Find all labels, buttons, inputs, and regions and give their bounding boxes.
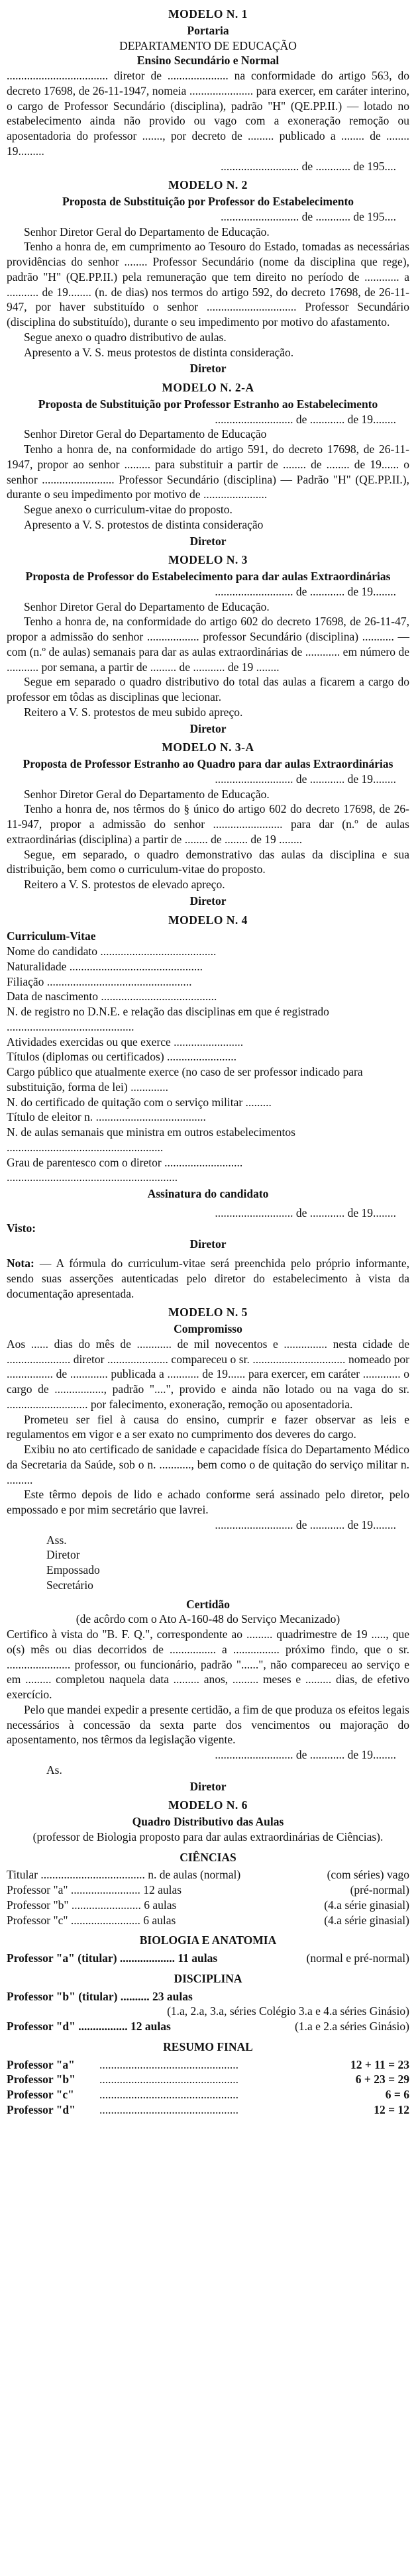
- field-line: ...........................................................: [7, 1170, 178, 1184]
- modelo-5-heading: MODELO N. 5: [168, 1306, 248, 1319]
- biologia-heading: BIOLOGIA E ANATOMIA: [139, 1933, 277, 1947]
- modelo-2-heading: MODELO N. 2: [168, 178, 248, 192]
- resumo-heading: RESUMO FINAL: [163, 2039, 253, 2053]
- field-line: Data de nascimento ........................................: [7, 990, 217, 1004]
- modelo-3a-signature: Diretor: [189, 894, 227, 907]
- signature-line: Secretário: [46, 1578, 93, 1592]
- summary-row: [7, 2102, 409, 2118]
- quadro-title: Quadro Distributivo das Aulas: [132, 1815, 284, 1828]
- row-note: (com séries) vago: [327, 1868, 409, 1882]
- modelo-3-signature: Diretor: [189, 721, 227, 735]
- modelo-1-body: ................................... diretor de ..................... na conformidade do artigo 563, do decreto 17698, de 26-11-1947, nomeia ...................... para exercer, em caráter interino, o cargo de Professor Secundário (disciplina), padrão "H" (QE.PP.II.) — lotado no estabelecimento ainda não provido ou vago com a exoneração remoção ou aposentadoria do professor ......., por decreto de ......... publicado a ........ de ........ 19.........: [7, 69, 409, 158]
- leader-dots: ................................................: [99, 2102, 238, 2116]
- leader-dots: ................................................: [99, 2088, 238, 2101]
- table-row: [7, 1867, 409, 1882]
- leader-dots: ................................................: [99, 2057, 238, 2071]
- compromisso-promise: Prometeu ser fiel à causa do ensino, cumprir e fazer observar as leis e regulamentos em vigor e a ser exato no cumprimento dos deveres do cargo.: [7, 1412, 409, 1441]
- summary-total: 12 = 12: [374, 2102, 409, 2116]
- modelo-2a-salutation: Senhor Diretor Geral do Departamento de Educação: [24, 427, 267, 441]
- candidate-signature: Assinatura do candidato: [147, 1187, 269, 1200]
- row-note: (4.a série ginasial): [324, 1898, 409, 1912]
- modelo-4-heading: MODELO N. 4: [168, 913, 248, 927]
- row-label: Professor "a" (titular) ................... 11 aulas: [7, 1951, 218, 1965]
- field-line: Naturalidade ..............................................: [7, 959, 203, 973]
- field-line: Título de eleitor n. ......................................: [7, 1110, 206, 1124]
- modelo-1-date: ........................... de ............ de 195....: [221, 159, 396, 173]
- modelo-2-title: Proposta de Substituição por Professor do Estabelecimento: [62, 195, 354, 208]
- field-line: N. de registro no D.N.E. e relação das disciplinas em que é registrado ............................................: [7, 1005, 329, 1033]
- summary-total: 12 + 11 = 23: [350, 2057, 409, 2071]
- table-row: [7, 2004, 409, 2019]
- modelo-3a-heading: MODELO N. 3-A: [162, 741, 254, 754]
- table-row: [7, 2019, 409, 2034]
- modelo-2-signature: Diretor: [189, 362, 227, 376]
- modelo-2a-date: ........................... de ............ de 19........: [215, 412, 396, 426]
- row-note: (1.a, 2.a, 3.a, séries Colégio 3.a e 4.a séries Ginásio): [167, 2004, 409, 2018]
- modelo-2-closing: Apresento a V. S. meus protestos de distinta consideração.: [24, 345, 294, 359]
- modelo-4-signature: Diretor: [189, 1237, 227, 1251]
- signature-line: Empossado: [46, 1563, 100, 1576]
- certidao-ass: As.: [46, 1763, 62, 1777]
- certidao-signature: Diretor: [189, 1779, 227, 1793]
- modelo-6-heading: MODELO N. 6: [168, 1798, 248, 1812]
- modelo-3-date: ........................... de ............ de 19........: [215, 584, 396, 598]
- summary-name: Professor "b": [7, 2073, 76, 2087]
- modelo-3a-body: Tenho a honra de, nos têrmos do § único do artigo 602 do decreto 17698, de 26-11-947, propor a admissão do senhor ........................ para dar (n.º de aulas extraordinárias (disciplina) a partir de ........ de ........ de 19 ........: [7, 802, 409, 846]
- summary-row: [7, 2072, 409, 2087]
- field-line: Atividades exercidas ou que exerce ........................: [7, 1035, 244, 1049]
- table-row: [7, 1898, 409, 1913]
- modelo-6: [7, 1798, 409, 2117]
- modelo-3-annex: Segue em separado o quadro distributivo do total das aulas a ficarem a cargo do professor em tôdas as disciplinas que lecionar.: [7, 675, 409, 703]
- modelo-3-heading: MODELO N. 3: [168, 553, 248, 567]
- row-label: Professor "b" ........................ 6 aulas: [7, 1898, 177, 1912]
- compromisso-certificate: Exibiu no ato certificado de sanidade e capacidade física do Departamento Médico da Secretaria da Saúde, sob o n. ..........., bem como o de quitação do serviço militar n. .........: [7, 1443, 409, 1486]
- modelo-5: [7, 1305, 409, 1592]
- table-row: [7, 1913, 409, 1928]
- modelo-2-date: ........................... de ............ de 195....: [221, 209, 396, 223]
- field-line: Grau de parentesco com o diretor ...........................: [7, 1155, 243, 1169]
- ensino-subtitle: Ensino Secundário e Normal: [136, 54, 280, 68]
- modelo-3a-annex: Segue, em separado, o quadro demonstrativo das aulas da disciplina e sua distribuição, bem como o curriculum-vitae do proposto.: [7, 847, 409, 876]
- compromisso-signatures: [7, 1533, 409, 1593]
- row-label: Titular .................................... n. de aulas (normal): [7, 1868, 241, 1882]
- field-line: Cargo público que atualmente exerce (no caso de ser professor indicado para substituição, forma de lei) .............: [7, 1065, 363, 1094]
- field-line: Títulos (diplomas ou certificados) ........................: [7, 1050, 237, 1064]
- field-line: Nome do candidato ........................................: [7, 945, 217, 958]
- modelo-4-date: ........................... de ............ de 19........: [215, 1206, 396, 1219]
- modelo-2a-body: Tenho a honra de, na conformidade do artigo 591, do decreto 17698, de 26-11-1947, propor ao senhor ......... para substituir a partir de ........ de ........ de 19...... o senhor ......................... Professor Secundário (disciplina) — Padrão "H" (QE.PP.II.), durante o seu impedimento por motivo de ......................: [7, 442, 409, 501]
- modelo-3-salutation: Senhor Diretor Geral do Departamento de Educação.: [24, 599, 270, 613]
- certidao-purpose: Pelo que mandei expedir a presente certidão, a fim de que produza os efeitos legais necessários à concessão da sexta parte dos vencimentos ou majoração do aposentamento, nos têrmos da legislação vigente.: [7, 1702, 409, 1747]
- modelo-2a-annex: Segue anexo o curriculum-vitae do proposto.: [24, 503, 233, 516]
- portaria-title: Portaria: [187, 23, 229, 37]
- modelo-2-body: Tenho a honra de, em cumprimento ao Tesouro do Estado, tomadas as necessárias providências do senhor ........ Professor Secundário (nome da disciplina que rege), padrão "H" (QE.PP.II.) pela remuneração que tem direito no período de ............ a ........... de 19........ (n. de dias) nos termos do artigo 592, do decreto 17698, de 26-11-947, por haver substituído o senhor ............................... Professor Secundário (disciplina do substituído), durante o seu impedimento por motivo do afastamento.: [7, 240, 409, 329]
- modelo-2-salutation: Senhor Diretor Geral do Departamento de Educação.: [24, 225, 270, 238]
- field-line: Filiação ..................................................: [7, 974, 192, 988]
- summary-row: [7, 2087, 409, 2102]
- summary-total: 6 + 23 = 29: [355, 2073, 409, 2087]
- certidao-title: Certidão: [185, 1597, 231, 1611]
- row-label: Professor "a" ........................ 12 aulas: [7, 1883, 182, 1896]
- visto-label: Visto:: [7, 1221, 36, 1235]
- certidao-subtitle: (de acôrdo com o Ato A-160-48 do Serviço Mecanizado): [76, 1612, 340, 1626]
- note-text: — A fórmula do curriculum-vitae será preenchida pelo próprio informante, sendo suas asserções autenticadas pelo diretor do estabelecimento à vista da documentação apresentada.: [7, 1257, 409, 1300]
- modelo-3a: [7, 740, 409, 908]
- compromisso-closing: Este têrmo depois de lido e achado conforme será assinado pelo diretor, pelo empossado e por mim secretário que lavrei.: [7, 1488, 409, 1516]
- table-row: [7, 1882, 409, 1898]
- row-label: Professor "d" ................. 12 aulas: [7, 2020, 171, 2033]
- modelo-2a-heading: MODELO N. 2-A: [162, 381, 254, 394]
- modelo-1: [7, 7, 409, 174]
- summary-total: 6 = 6: [385, 2088, 409, 2101]
- modelo-3a-salutation: Senhor Diretor Geral do Departamento de Educação.: [24, 787, 270, 801]
- field-line: N. do certificado de quitação com o serviço militar .........: [7, 1095, 272, 1109]
- certidao-body: Certifico à vista do "B. F. Q.", correspondente ao ......... quadrimestre de 19 ....., que o(s) mês ou dias decorridos de ................ a ................ próximo findo, que o sr. ...................... professor, ou funcionário, padrão "......", não compareceu ao serviço e em ......... completou naquela data ......... anos, ......... meses e ......... dias, de efetivo exercício.: [7, 1627, 409, 1701]
- department-name: DEPARTAMENTO DE EDUCAÇÃO: [119, 38, 297, 52]
- field-line: N. de aulas semanais que ministra em outros estabelecimentos ......................................................: [7, 1125, 295, 1154]
- compromisso-title: Compromisso: [174, 1322, 242, 1335]
- modelo-3a-closing: Reitero a V. S. protestos de elevado apreço.: [24, 878, 225, 891]
- modelo-2a-closing: Apresento a V. S. protestos de distinta consideração: [24, 517, 264, 531]
- note-label: Nota:: [7, 1257, 34, 1270]
- signature-line: Diretor: [46, 1548, 80, 1562]
- leader-dots: ................................................: [99, 2073, 238, 2087]
- table-row: [7, 1951, 409, 1966]
- modelo-3: [7, 552, 409, 736]
- disciplina-heading: DISCIPLINA: [174, 1971, 242, 1985]
- modelo-4-note: [7, 1256, 409, 1301]
- modelo-3-body: Tenho a honra de, na conformidade do artigo 602 do decreto 17698, de 26-11-47, propor a admissão do senhor .................. professor Secundário (disciplina) ........... — com (n.º de aulas) semanais para dar as aulas extraordinárias de ............ em número de ........... por semana, a partir de ......... de ........... de 19 ........: [7, 615, 409, 674]
- modelo-3a-title: Proposta de Professor Estranho ao Quadro para dar aulas Extraordinárias: [23, 757, 393, 770]
- compromisso-body: Aos ...... dias do mês de ............ de mil novecentos e ............... nesta cidade de ...................... diretor ..................... compareceu o sr. ................................ nomeado por ................ de ............. publicada a ........... de 19...... para exercer, em caráter ............. o cargo de ................., padrão "....", provido e ainda não lotado ou na vaga do sr. ............................ por falecimento, exoneração, remoção ou aposentadoria.: [7, 1337, 409, 1411]
- signature-line: Ass.: [46, 1533, 67, 1547]
- curriculum-title: Curriculum-Vitae: [7, 929, 96, 943]
- modelo-2a-title: Proposta de Substituição por Professor Estranho ao Estabelecimento: [38, 397, 378, 411]
- row-note: (4.a série ginasial): [324, 1913, 409, 1927]
- row-note: (pré-normal): [350, 1883, 409, 1896]
- certidao-date: ........................... de ............ de 19........: [215, 1748, 396, 1761]
- modelo-2a: [7, 380, 409, 548]
- summary-row: [7, 2057, 409, 2073]
- summary-name: Professor "d": [7, 2102, 76, 2116]
- ciencias-heading: CIÊNCIAS: [180, 1850, 236, 1864]
- modelo-4: [7, 913, 409, 1302]
- quadro-subtitle: (professor de Biologia proposto para dar aulas extraordinárias de Ciências).: [32, 1829, 384, 1843]
- modelo-1-heading: MODELO N. 1: [168, 7, 248, 21]
- summary-name: Professor "c": [7, 2088, 74, 2101]
- modelo-2: [7, 178, 409, 376]
- certidao: [7, 1597, 409, 1794]
- row-note: (1.a e 2.a séries Ginásio): [295, 2020, 409, 2033]
- modelo-5-date: ........................... de ............ de 19........: [215, 1518, 396, 1531]
- modelo-2-annex: Segue anexo o quadro distributivo de aulas.: [24, 330, 227, 344]
- row-label: Professor "c" ........................ 6 aulas: [7, 1913, 176, 1927]
- modelo-3-title: Proposta de Professor do Estabelecimento para dar aulas Extraordinárias: [25, 570, 391, 583]
- table-row: [7, 1989, 409, 2004]
- modelo-2a-signature: Diretor: [189, 534, 227, 548]
- modelo-3-closing: Reitero a V. S. protestos de meu subido apreço.: [24, 705, 243, 719]
- curriculum-fields: [7, 944, 409, 1185]
- row-note: (normal e pré-normal): [306, 1951, 409, 1965]
- row-label: Professor "b" (titular) .......... 23 aulas: [7, 1989, 193, 2003]
- summary-name: Professor "a": [7, 2057, 75, 2071]
- modelo-3a-date: ........................... de ............ de 19........: [215, 772, 396, 786]
